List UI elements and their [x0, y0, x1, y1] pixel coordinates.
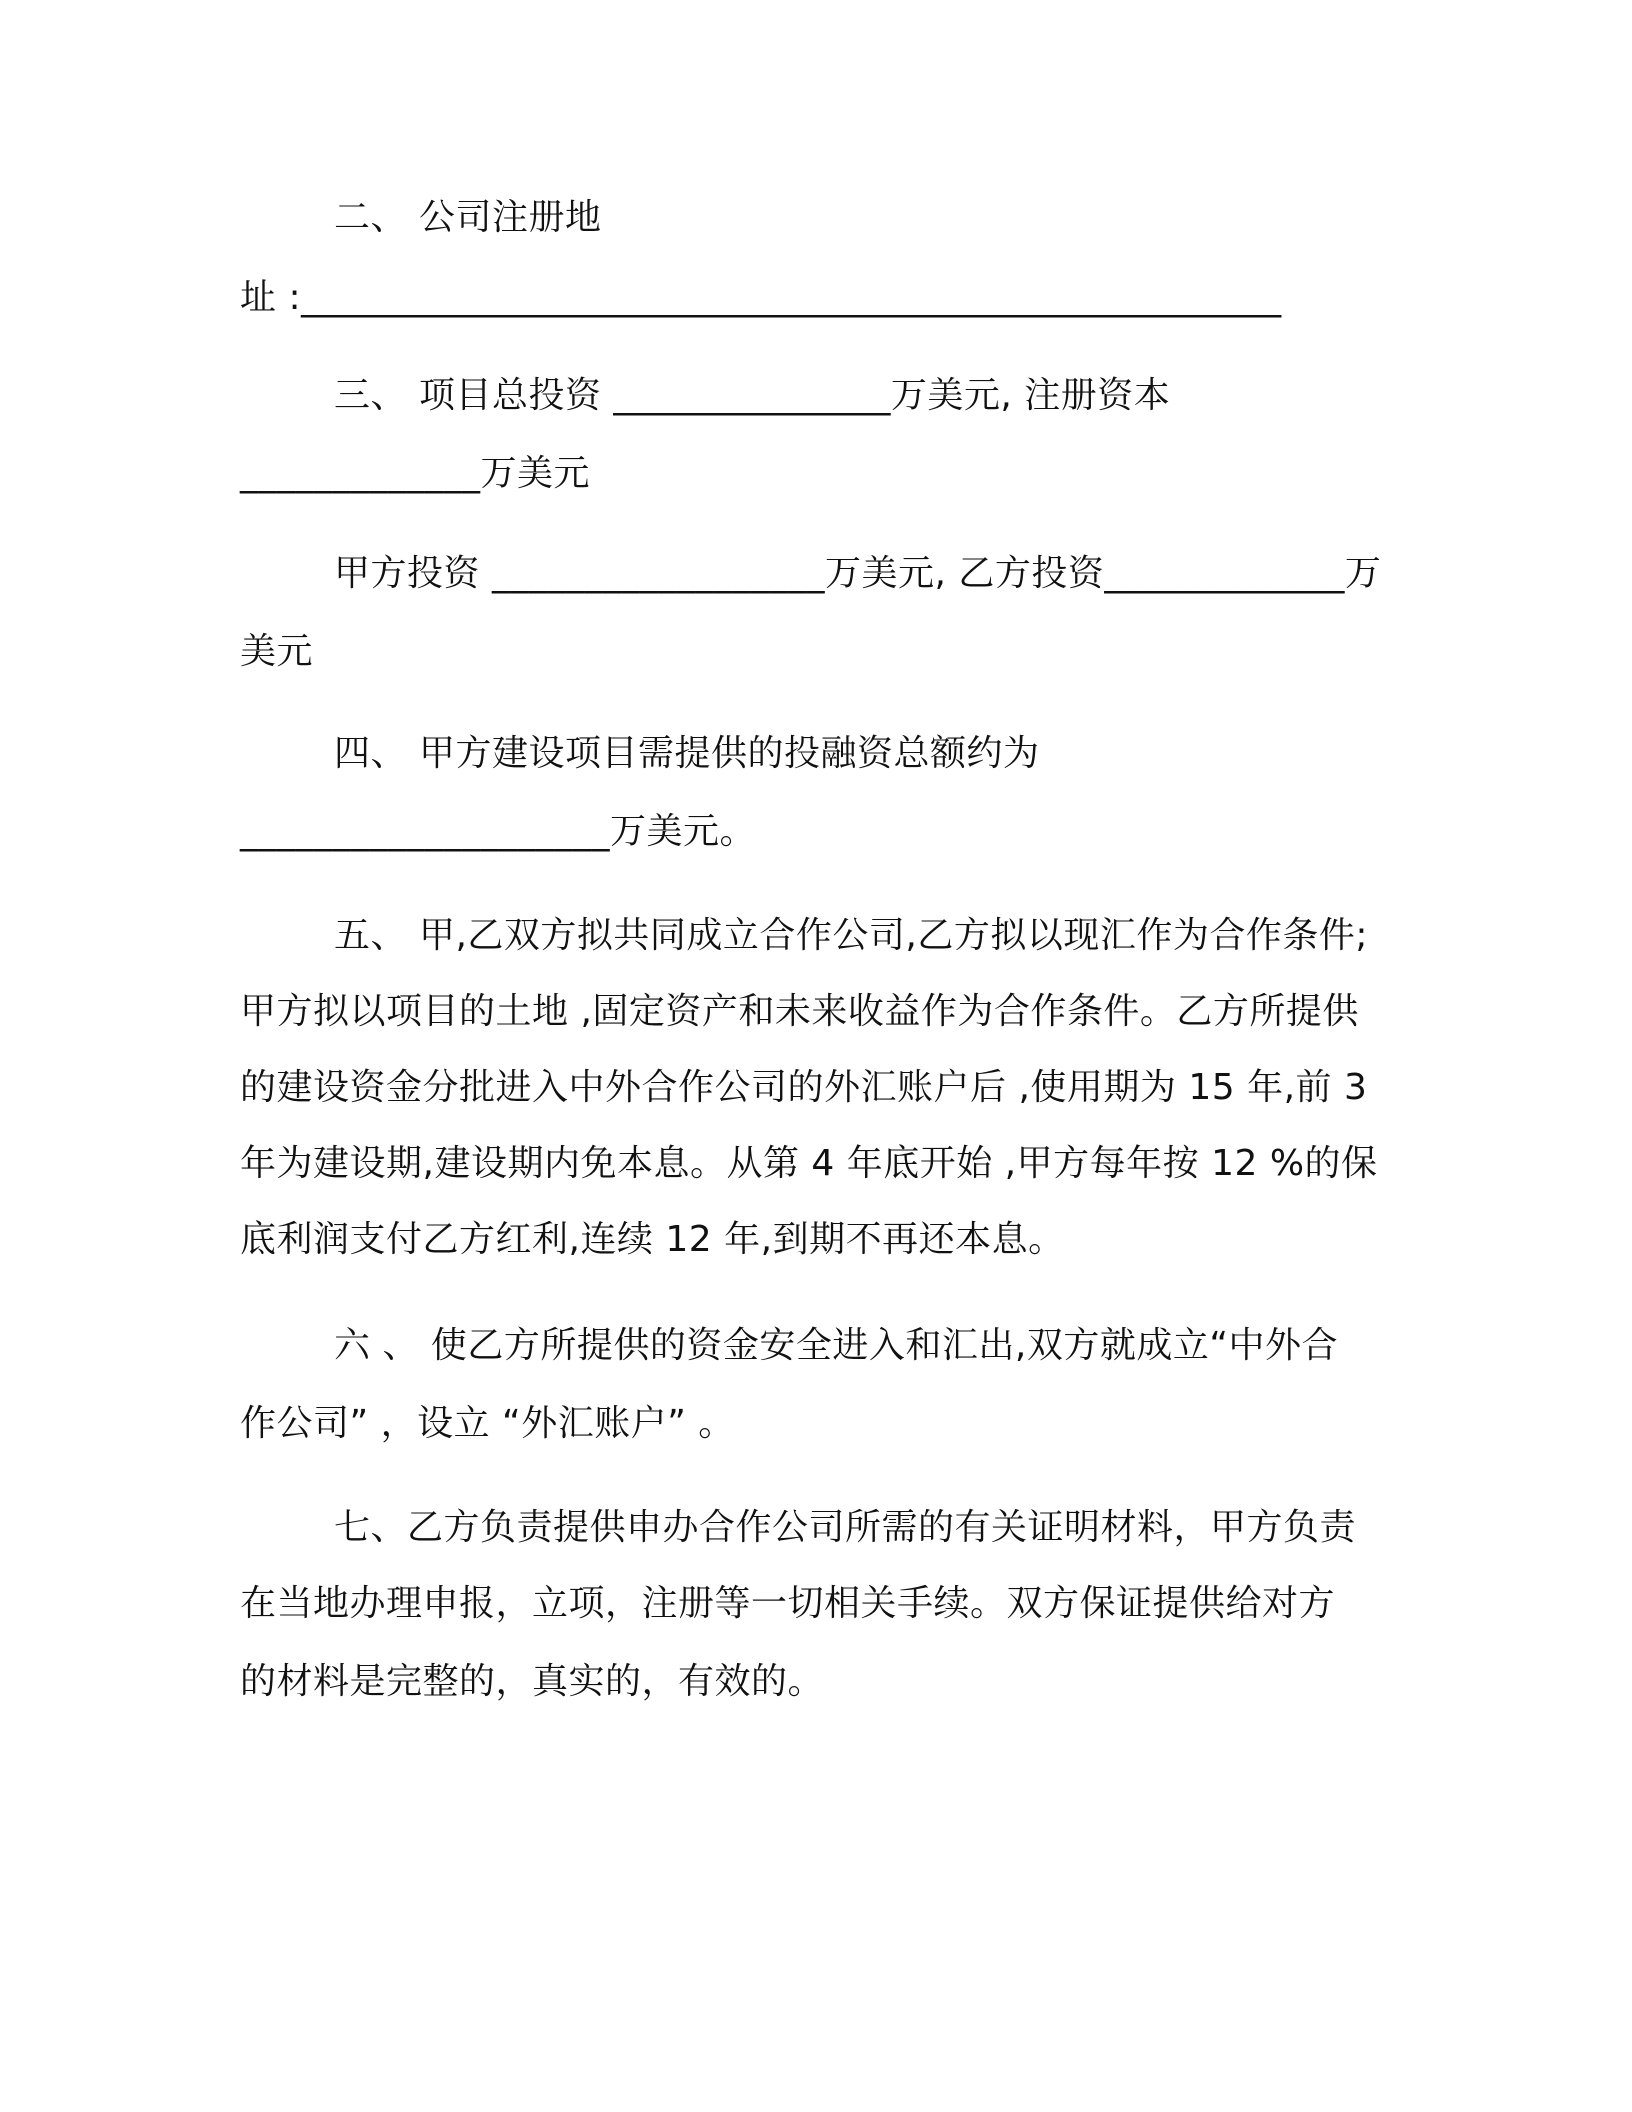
clause-3-line-2: _____________万美元 [240, 453, 591, 494]
clause-7-line-1: 七、乙方负责提供申办合作公司所需的有关证明材料，甲方负责 [334, 1507, 1357, 1548]
clause-7-line-2: 在当地办理申报，立项，注册等一切相关手续。双方保证提供给对方 [240, 1583, 1336, 1624]
clause-5-line-3: 的建设资金分批进入中外合作公司的外汇账户后 ,使用期为 15 年,前 3 [240, 1067, 1368, 1108]
clause-3-line-1: 三、 项目总投资 _______________万美元, 注册资本 [334, 375, 1171, 416]
clause-5-line-4: 年为建设期,建设期内免本息。从第 4 年底开始 ,甲方每年按 12 %的保 [240, 1143, 1378, 1184]
clause-5-line-5: 底利润支付乙方红利,连续 12 年,到期不再还本息。 [240, 1219, 1065, 1260]
clause-4-line-1: 四、 甲方建设项目需提供的投融资总额约为 [334, 733, 1040, 774]
clause-5-line-1: 五、 甲,乙双方拟共同成立合作公司,乙方拟以现汇作为合作条件; [334, 915, 1368, 956]
clause-5-line-2: 甲方拟以项目的土地 ,固定资产和未来收益作为合作条件。乙方所提供 [240, 991, 1359, 1032]
clause-6-line-1: 六 、 使乙方所提供的资金安全进入和汇出,双方就成立“中外合 [334, 1325, 1338, 1366]
clause-6-line-2: 作公司” ，设立 “外汇账户” 。 [240, 1403, 735, 1444]
investment-split-line-1: 甲方投资 __________________万美元, 乙方投资_____________万 [334, 553, 1382, 594]
clause-2-line-2: 址 :_____________________________________________________ [240, 277, 1282, 318]
clause-2-line-1: 二、 公司注册地 [334, 197, 602, 238]
investment-split-line-2: 美元 [240, 631, 314, 672]
clause-7-line-3: 的材料是完整的，真实的，有效的。 [240, 1661, 825, 1702]
clause-4-line-2: ____________________万美元。 [240, 811, 757, 852]
